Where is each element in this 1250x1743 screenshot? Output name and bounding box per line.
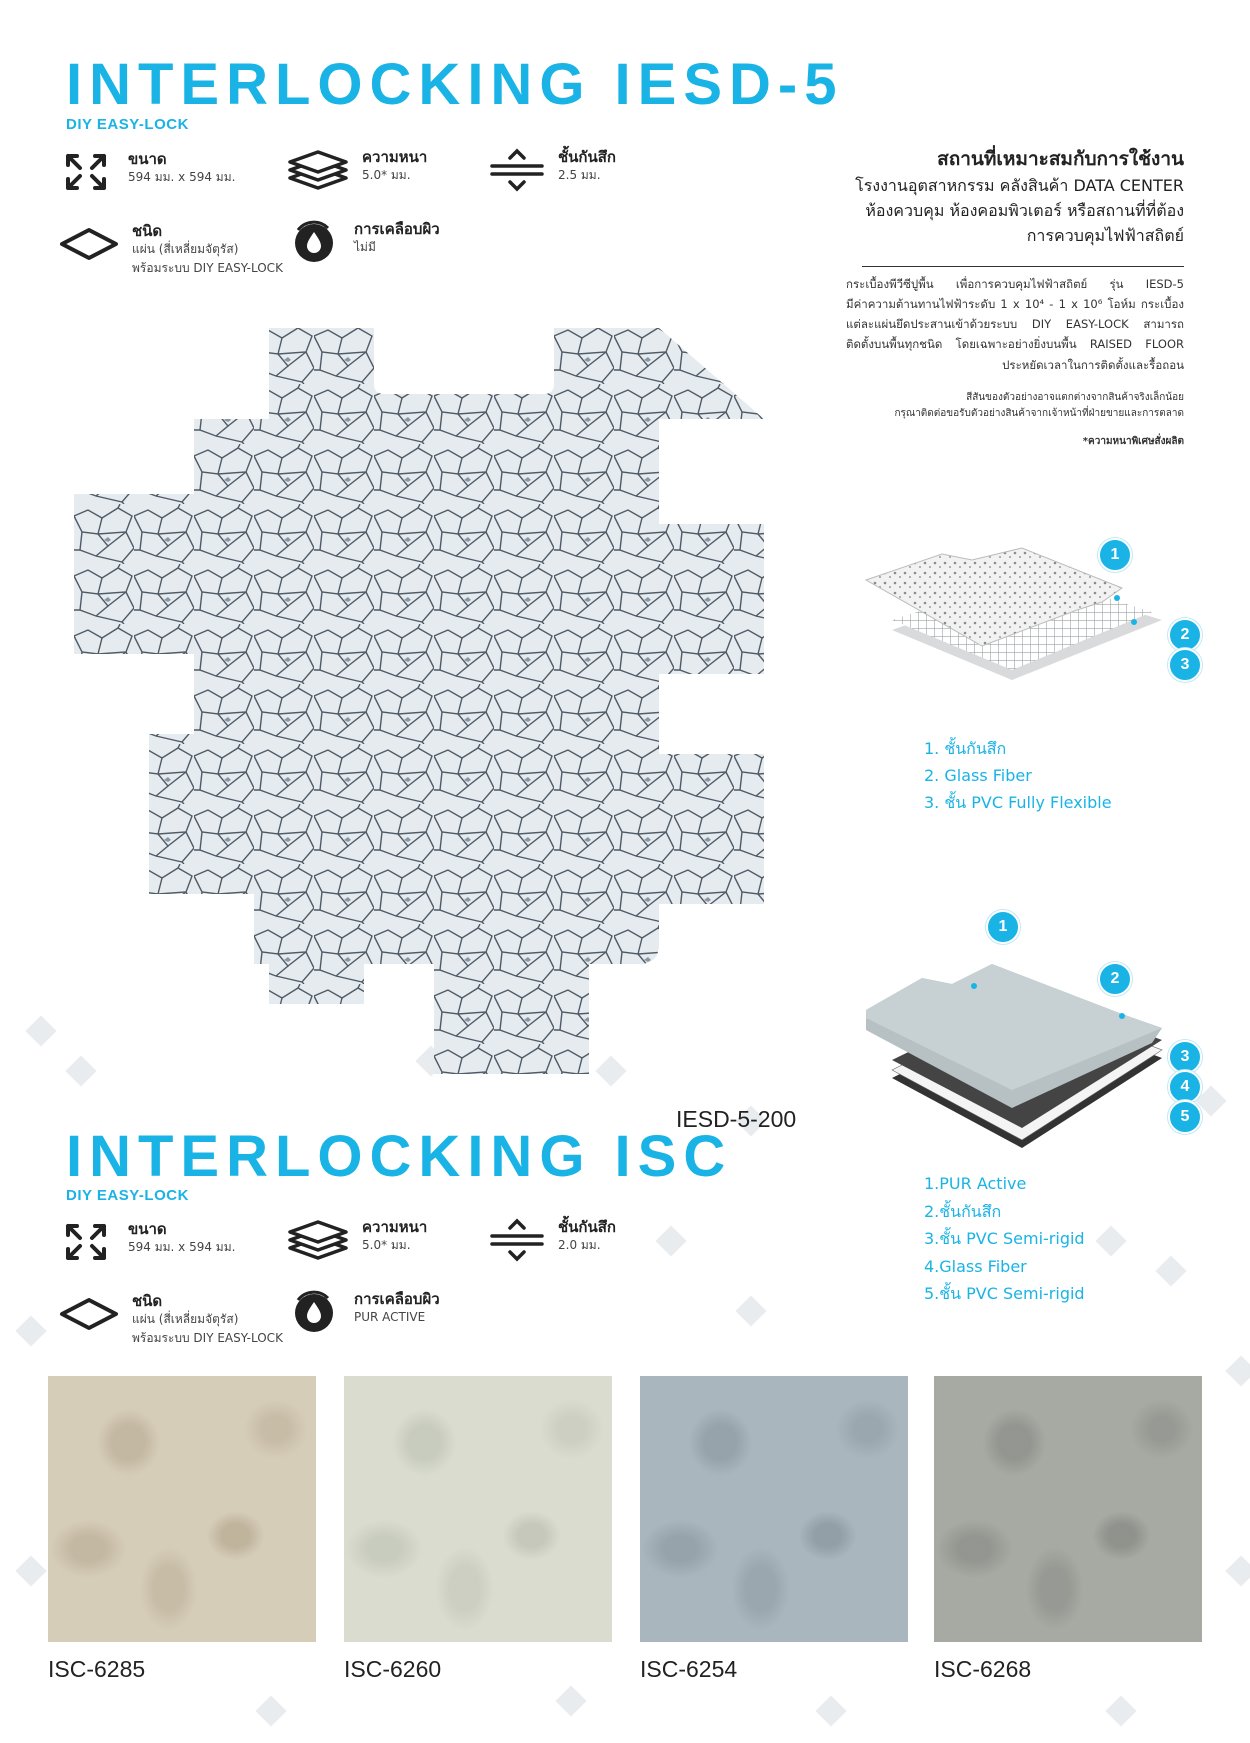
isc-spec-thickness (286, 1218, 427, 1262)
size-label: ขนาด (128, 150, 167, 168)
suitable-line: ห้องควบคุม ห้องคอมพิวเตอร์ หรือสถานที่ที่ต้อง (865, 200, 1184, 220)
background-diamond (1105, 1695, 1136, 1726)
iesd-tile-image (74, 324, 844, 1094)
size-label: ขนาด (128, 1220, 167, 1238)
isc-layer-legend (924, 1170, 1085, 1308)
description-line: กระเบื้องพีวีซีปูพื้น เพื่อการควบคุมไฟฟ้าสถิตย์ รุ่น IESD-5 (846, 277, 1184, 291)
suitable-line: โรงงานอุตสาหกรรม คลังสินค้า DATA CENTER (855, 176, 1184, 195)
note: สีสันของตัวอย่างอาจแตกต่างจากสินค้าจริงเล็กน้อย (966, 392, 1184, 403)
thickness-label: ความหนา (362, 1218, 428, 1236)
isc-title: INTERLOCKING ISC (66, 1124, 733, 1189)
isc-spec-coating (288, 1290, 440, 1334)
layer-badge: 1 (1098, 538, 1132, 572)
legend-item: 3.ชั้น PVC Semi-rigid (924, 1229, 1085, 1249)
isc-spec-size (62, 1220, 235, 1264)
iesd-spec-wear (488, 148, 616, 192)
swatch-code: ISC-6260 (344, 1656, 442, 1682)
type-label: ชนิด (132, 1292, 163, 1310)
legend-item: 2. Glass Fiber (924, 765, 1032, 785)
coating-icon (288, 1290, 342, 1334)
wear-label: ชั้นกันสึก (558, 1218, 617, 1236)
thickness-label: ความหนา (362, 148, 428, 166)
notes (894, 390, 1184, 450)
coating-value: PUR ACTIVE (354, 1310, 426, 1324)
swatch-code: ISC-6254 (640, 1656, 738, 1682)
legend-item: 3. ชั้น PVC Fully Flexible (924, 792, 1112, 812)
swatch-code: ISC-6285 (48, 1656, 146, 1682)
wear-value: 2.0 มม. (558, 1238, 601, 1252)
background-diamond (555, 1685, 586, 1716)
background-diamond (25, 1015, 56, 1046)
legend-item: 5.ชั้น PVC Semi-rigid (924, 1284, 1085, 1304)
size-value: 594 มม. x 594 มม. (128, 170, 236, 184)
iesd-layer-legend (924, 736, 1112, 817)
iesd-spec-size (62, 150, 235, 194)
swatch-image (48, 1376, 316, 1642)
coating-value: ไม่มี (354, 240, 376, 254)
description-line: มีค่าความต้านทานไฟฟ้าระดับ 1 x 10⁴ - 1 x 10⁶ โอห์ม กระเบื้อง (846, 297, 1184, 312)
suitable-title: สถานที่เหมาะสมกับการใช้งาน (937, 148, 1184, 170)
background-diamond (255, 1695, 286, 1726)
layer-badge: 5 (1168, 1100, 1202, 1134)
description-line: ติดตั้งบนพื้นทุกชนิด โดยเฉพาะอย่างยิ่งบนพื้น RAISED FLOOR (846, 337, 1184, 352)
isc-subtitle: DIY EASY-LOCK (66, 1187, 189, 1204)
background-diamond (655, 1225, 686, 1256)
expand-arrows-icon (62, 1220, 116, 1264)
description-line: ประหยัดเวลาในการติดตั้งและรื้อถอน (1002, 357, 1184, 372)
coating-icon (288, 220, 342, 264)
swatch-image (344, 1376, 612, 1642)
background-diamond (1155, 1255, 1186, 1286)
coating-label: การเคลือบผิว (354, 1290, 440, 1308)
swatch-image (640, 1376, 908, 1642)
wear-value: 2.5 มม. (558, 168, 601, 182)
layer-badge: 2 (1098, 962, 1132, 996)
background-diamond (815, 1695, 846, 1726)
wear-layer-icon (488, 1218, 546, 1262)
description-line: แต่ละแผ่นยึดประสานเข้าด้วยระบบ DIY EASY-LOCK สามารถ (846, 317, 1184, 332)
note: กรุณาติดต่อขอรับตัวอย่างสินค้าจากเจ้าหน้าที่ฝ่ายขายและการตลาด (894, 408, 1184, 419)
description (846, 274, 1184, 375)
divider (862, 266, 1184, 267)
background-diamond (1225, 1355, 1250, 1386)
iesd-spec-thickness (286, 148, 427, 192)
size-value: 594 มม. x 594 มม. (128, 1240, 236, 1254)
wear-label: ชั้นกันสึก (558, 148, 617, 166)
layer-badge: 3 (1168, 648, 1202, 682)
layers-icon (286, 1218, 350, 1262)
background-diamond (735, 1295, 766, 1326)
type-label: ชนิด (132, 222, 163, 240)
legend-item: 1.PUR Active (924, 1174, 1027, 1193)
isc-layer-diagram (862, 948, 1182, 1158)
legend-item: 1. ชั้นกันสึก (924, 739, 1007, 758)
iesd-spec-coating (288, 220, 440, 264)
note-thickness: *ความหนาพิเศษสั่งผลิต (1082, 436, 1184, 447)
isc-spec-type (58, 1292, 283, 1347)
background-diamond (1225, 1555, 1250, 1586)
suitable-line: การควบคุมไฟฟ้าสถิตย์ (1026, 225, 1184, 245)
iesd-title: INTERLOCKING IESD-5 (66, 52, 844, 117)
type-value-2: พร้อมระบบ DIY EASY-LOCK (132, 1330, 283, 1345)
type-value: แผ่น (สี่เหลี่ยมจัตุรัส) (132, 242, 239, 256)
iesd-subtitle: DIY EASY-LOCK (66, 116, 189, 133)
layer-badge: 2 (1168, 618, 1202, 652)
swatch-image (934, 1376, 1202, 1642)
legend-item: 2.ชั้นกันสึก (924, 1201, 1002, 1221)
tile-diamond-icon (58, 1292, 120, 1336)
legend-item: 4.Glass Fiber (924, 1256, 1027, 1276)
suitable-section (855, 144, 1184, 248)
type-value-2: พร้อมระบบ DIY EASY-LOCK (132, 260, 283, 275)
background-diamond (15, 1315, 46, 1346)
wear-layer-icon (488, 148, 546, 192)
iesd-spec-type (58, 222, 283, 277)
thickness-value: 5.0* มม. (362, 168, 411, 182)
type-value: แผ่น (สี่เหลี่ยมจัตุรัส) (132, 1312, 239, 1326)
background-diamond (1095, 1225, 1126, 1256)
tile-diamond-icon (58, 222, 120, 266)
background-diamond (15, 1555, 46, 1586)
iesd-product-code: IESD-5-200 (676, 1106, 797, 1132)
layer-badge: 1 (986, 910, 1020, 944)
layers-icon (286, 148, 350, 192)
swatch-code: ISC-6268 (934, 1656, 1032, 1682)
isc-spec-wear (488, 1218, 616, 1262)
thickness-value: 5.0* มม. (362, 1238, 411, 1252)
expand-arrows-icon (62, 150, 116, 194)
layer-badge: 4 (1168, 1070, 1202, 1104)
coating-label: การเคลือบผิว (354, 220, 440, 238)
layer-badge: 3 (1168, 1040, 1202, 1074)
